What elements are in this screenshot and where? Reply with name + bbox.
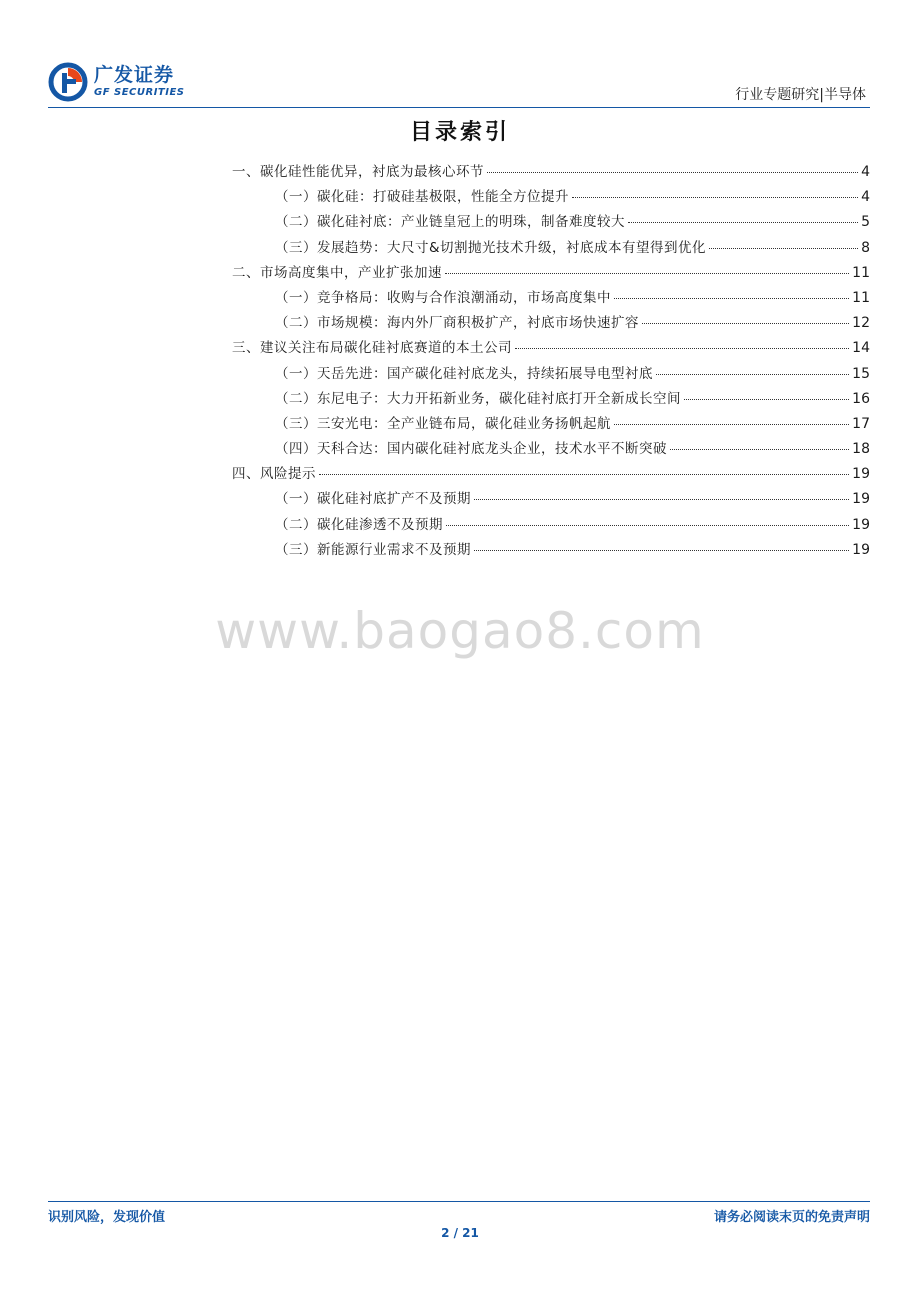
toc-entry-title: （三）发展趋势：大尺寸&切割抛光技术升级，衬底成本有望得到优化 (275, 239, 707, 256)
toc-entry-title: 三、建议关注布局碳化硅衬底赛道的本土公司 (232, 340, 512, 357)
toc-subsection-entry[interactable] (232, 412, 870, 437)
footer-disclaimer-note: 请务必阅读末页的免责声明 (713, 1210, 870, 1225)
toc-page-number: 19 (852, 541, 870, 558)
toc-entry-title: （二）碳化硅渗透不及预期 (275, 516, 443, 533)
page-header (48, 58, 870, 108)
toc-section-entry[interactable] (232, 336, 870, 361)
toc-entry-title: （一）天岳先进：国产碳化硅衬底龙头，持续拓展导电型衬底 (275, 365, 653, 382)
footer-slogan: 识别风险，发现价值 (48, 1210, 166, 1225)
toc-subsection-entry[interactable] (232, 513, 870, 538)
toc-dot-leader (474, 550, 849, 551)
toc-subsection-entry[interactable] (232, 185, 870, 210)
toc-page-number: 12 (852, 315, 870, 332)
toc-subsection-entry[interactable] (232, 387, 870, 412)
toc-section-entry[interactable] (232, 261, 870, 286)
toc-title: 目录索引 (409, 120, 510, 145)
toc-page-number: 8 (861, 239, 870, 256)
header-divider (48, 107, 870, 108)
toc-page-number: 4 (861, 189, 870, 206)
toc-entry-title: 一、碳化硅性能优异，衬底为最核心环节 (232, 164, 484, 180)
toc-page-number: 15 (852, 365, 870, 382)
toc-dot-leader (614, 298, 849, 299)
toc-entry-title: （一）碳化硅：打破硅基极限，性能全方位提升 (275, 189, 569, 206)
toc-dot-leader (684, 399, 849, 400)
toc-dot-leader (474, 499, 849, 500)
toc-subsection-entry[interactable] (232, 487, 870, 512)
logo-chinese-name: 广发证券 (94, 64, 175, 86)
footer-divider (48, 1201, 870, 1202)
toc-entry-title: （二）碳化硅衬底：产业链皇冠上的明珠，制备难度较大 (275, 214, 625, 231)
toc-entry-title: （二）东尼电子：大力开拓新业务，碳化硅衬底打开全新成长空间 (275, 390, 681, 407)
watermark: www.baogao8.com (215, 602, 705, 660)
toc-subsection-entry[interactable] (232, 311, 870, 336)
toc-subsection-entry[interactable] (232, 538, 870, 563)
toc-dot-leader (515, 348, 849, 349)
toc-page-number: 11 (852, 264, 870, 281)
toc-dot-leader (319, 474, 849, 475)
toc-subsection-entry[interactable] (232, 286, 870, 311)
toc-entry-title: （一）碳化硅衬底扩产不及预期 (275, 491, 471, 508)
toc-page-number: 5 (861, 214, 870, 231)
company-logo (48, 62, 185, 102)
toc-page-number: 19 (852, 516, 870, 533)
toc-entry-title: （三）三安光电：全产业链布局，碳化硅业务扬帆起航 (275, 415, 611, 432)
table-of-contents (232, 160, 870, 563)
toc-dot-leader (656, 374, 849, 375)
toc-page-number: 19 (852, 491, 870, 508)
toc-entry-title: 二、市场高度集中，产业扩张加速 (232, 264, 442, 281)
toc-dot-leader (709, 248, 858, 249)
toc-dot-leader (670, 449, 849, 450)
toc-page-number: 18 (852, 441, 870, 458)
toc-entry-title: （三）新能源行业需求不及预期 (275, 541, 471, 558)
toc-page-number: 17 (852, 415, 870, 432)
toc-dot-leader (572, 197, 858, 198)
toc-entry-title: （四）天科合达：国内碳化硅衬底龙头企业，技术水平不断突破 (275, 441, 667, 458)
toc-dot-leader (446, 525, 849, 526)
toc-entry-title: （二）市场规模：海内外厂商积极扩产，衬底市场快速扩容 (275, 315, 639, 332)
toc-section-entry[interactable] (232, 160, 870, 185)
toc-dot-leader (614, 424, 849, 425)
toc-dot-leader (445, 273, 849, 274)
toc-page-number: 16 (852, 390, 870, 407)
toc-subsection-entry[interactable] (232, 437, 870, 462)
report-category: 行业专题研究|半导体 (735, 87, 866, 103)
toc-entry-title: 四、风险提示 (232, 466, 316, 483)
toc-subsection-entry[interactable] (232, 362, 870, 387)
toc-section-entry[interactable] (232, 462, 870, 487)
page-number: 2 / 21 (441, 1226, 479, 1240)
toc-page-number: 19 (852, 466, 870, 483)
toc-page-number: 14 (852, 340, 870, 357)
logo-english-name: GF SECURITIES (94, 87, 185, 98)
toc-subsection-entry[interactable] (232, 210, 870, 235)
toc-entry-title: （一）竞争格局：收购与合作浪潮涌动，市场高度集中 (275, 289, 611, 306)
toc-dot-leader (642, 323, 849, 324)
gf-logo-icon (48, 62, 88, 102)
toc-subsection-entry[interactable] (232, 236, 870, 261)
toc-dot-leader (628, 222, 858, 223)
toc-dot-leader (487, 172, 858, 173)
toc-page-number: 4 (861, 164, 870, 180)
toc-page-number: 11 (852, 289, 870, 306)
